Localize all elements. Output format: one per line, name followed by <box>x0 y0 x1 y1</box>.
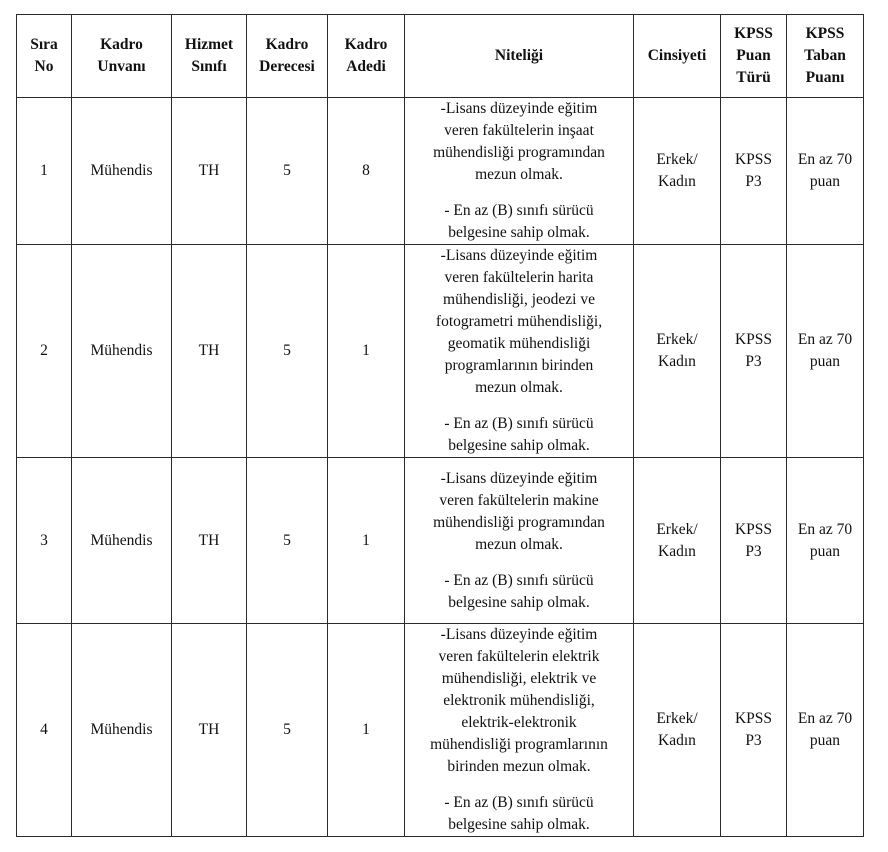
header-sira-no: Sıra No <box>17 15 72 98</box>
cell-kadro-adedi: 1 <box>328 245 405 458</box>
cell-kadro-adedi: 8 <box>328 98 405 245</box>
cell-cinsiyeti: Erkek/ Kadın <box>634 624 721 837</box>
cell-hizmet-sinifi: TH <box>172 98 247 245</box>
header-hizmet-sinifi: Hizmet Sınıfı <box>172 15 247 98</box>
cell-cinsiyeti: Erkek/ Kadın <box>634 245 721 458</box>
cell-hizmet-sinifi: TH <box>172 458 247 624</box>
cell-kadro-derecesi: 5 <box>247 245 328 458</box>
cell-sira-no: 2 <box>17 245 72 458</box>
cell-niteligi <box>405 98 634 245</box>
header-cinsiyeti: Cinsiyeti <box>634 15 721 98</box>
cell-kadro-derecesi: 5 <box>247 98 328 245</box>
cell-sira-no: 4 <box>17 624 72 837</box>
cell-kpss-taban-puani: En az 70 puan <box>787 98 864 245</box>
cell-kpss-taban-puani: En az 70 puan <box>787 245 864 458</box>
cell-niteligi <box>405 624 634 837</box>
header-kadro-adedi: Kadro Adedi <box>328 15 405 98</box>
nitelik-egitim: -Lisans düzeyinde eğitim veren fakültelerin makine mühendisliği programından mezun olmak. <box>433 469 605 553</box>
cell-kadro-adedi: 1 <box>328 458 405 624</box>
nitelik-ehliyet: - En az (B) sınıfı sürücü belgesine sahip olmak. <box>444 202 594 241</box>
cell-kadro-unvani: Mühendis <box>72 98 172 245</box>
cell-kadro-unvani: Mühendis <box>72 458 172 624</box>
table-row <box>17 98 864 245</box>
header-kpss-puan-turu: KPSS Puan Türü <box>721 15 787 98</box>
header-kadro-unvani: Kadro Unvanı <box>72 15 172 98</box>
header-niteligi: Niteliği <box>405 15 634 98</box>
header-row <box>17 15 864 98</box>
nitelik-ehliyet: - En az (B) sınıfı sürücü belgesine sahip olmak. <box>444 794 594 833</box>
cell-kpss-puan-turu: KPSS P3 <box>721 624 787 837</box>
cell-sira-no: 3 <box>17 458 72 624</box>
cell-kadro-unvani: Mühendis <box>72 245 172 458</box>
cell-kadro-adedi: 1 <box>328 624 405 837</box>
cell-hizmet-sinifi: TH <box>172 245 247 458</box>
nitelik-egitim: -Lisans düzeyinde eğitim veren fakültelerin inşaat mühendisliği programından mezun olmak. <box>433 100 605 183</box>
table-row <box>17 245 864 458</box>
cell-niteligi <box>405 245 634 458</box>
cell-kpss-taban-puani: En az 70 puan <box>787 624 864 837</box>
nitelik-ehliyet: - En az (B) sınıfı sürücü belgesine sahip olmak. <box>444 415 594 454</box>
cell-kpss-puan-turu: KPSS P3 <box>721 245 787 458</box>
nitelik-egitim: -Lisans düzeyinde eğitim veren fakültelerin elektrik mühendisliği, elektrik ve elektronik mühendisliği, elektrik-elektronik mühendisliği programlarının birinden mezun olmak. <box>430 626 608 775</box>
cell-kadro-derecesi: 5 <box>247 624 328 837</box>
cell-cinsiyeti: Erkek/ Kadın <box>634 458 721 624</box>
table-row <box>17 624 864 837</box>
cell-cinsiyeti: Erkek/ Kadın <box>634 98 721 245</box>
table-row <box>17 458 864 624</box>
cell-kpss-puan-turu: KPSS P3 <box>721 98 787 245</box>
cell-niteligi <box>405 458 634 624</box>
cell-hizmet-sinifi: TH <box>172 624 247 837</box>
kadro-table <box>16 14 864 837</box>
cell-kpss-puan-turu: KPSS P3 <box>721 458 787 624</box>
cell-kadro-unvani: Mühendis <box>72 624 172 837</box>
cell-sira-no: 1 <box>17 98 72 245</box>
header-kadro-derecesi: Kadro Derecesi <box>247 15 328 98</box>
header-kpss-taban-puani: KPSS Taban Puanı <box>787 15 864 98</box>
cell-kadro-derecesi: 5 <box>247 458 328 624</box>
nitelik-egitim: -Lisans düzeyinde eğitim veren fakültelerin harita mühendisliği, jeodezi ve fotogrametri mühendisliği, geomatik mühendisliği programlarının birinden mezun olmak. <box>435 247 603 396</box>
cell-kpss-taban-puani: En az 70 puan <box>787 458 864 624</box>
nitelik-ehliyet: - En az (B) sınıfı sürücü belgesine sahip olmak. <box>444 571 594 611</box>
